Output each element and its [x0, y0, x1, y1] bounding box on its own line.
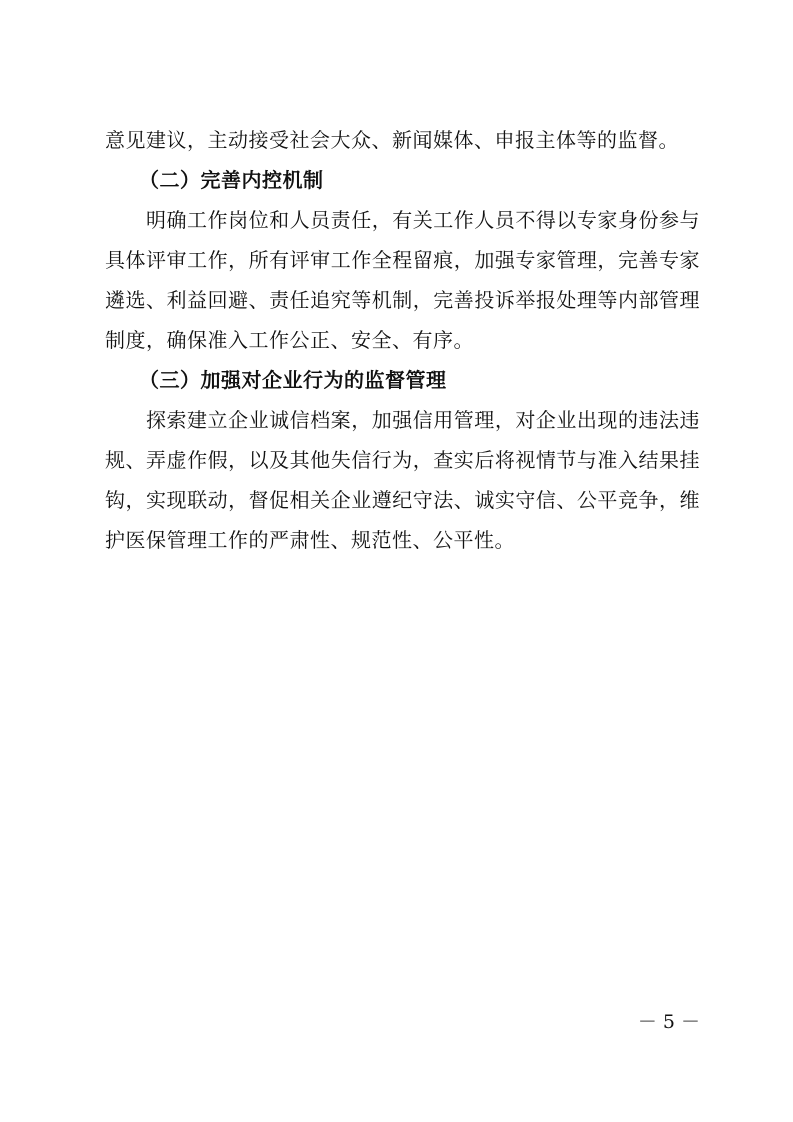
paragraph-line: 探索建立企业诚信档案，加强信用管理，对企业出现的违法违 [146, 408, 700, 432]
paragraph-continued [105, 120, 700, 160]
paragraph-line: 遴选、利益回避、责任追究等机制，完善投诉举报处理等内部管理 [105, 288, 700, 312]
paragraph-internal-control [105, 200, 700, 360]
paragraph-line: 钩，实现联动，督促相关企业遵纪守法、诚实守信、公平竞争，维 [105, 488, 700, 512]
section-heading-3: （三）加强对企业行为的监督管理 [139, 368, 447, 392]
paragraph-line: 明确工作岗位和人员责任，有关工作人员不得以专家身份参与 [146, 208, 700, 232]
page-number: － 5 － [637, 1011, 700, 1033]
paragraph-enterprise-supervision [105, 400, 700, 560]
document-body [105, 120, 700, 560]
paragraph-line: 护医保管理工作的严肃性、规范性、公平性。 [105, 528, 515, 552]
paragraph-line: 制度，确保准入工作公正、安全、有序。 [105, 328, 474, 352]
paragraph-line: 具体评审工作，所有评审工作全程留痕，加强专家管理，完善专家 [105, 248, 700, 272]
section-heading-2: （二）完善内控机制 [139, 168, 324, 192]
paragraph-line: 规、弄虚作假，以及其他失信行为，查实后将视情节与准入结果挂 [105, 448, 700, 472]
paragraph-line: 意见建议，主动接受社会大众、新闻媒体、申报主体等的监督。 [105, 128, 679, 152]
